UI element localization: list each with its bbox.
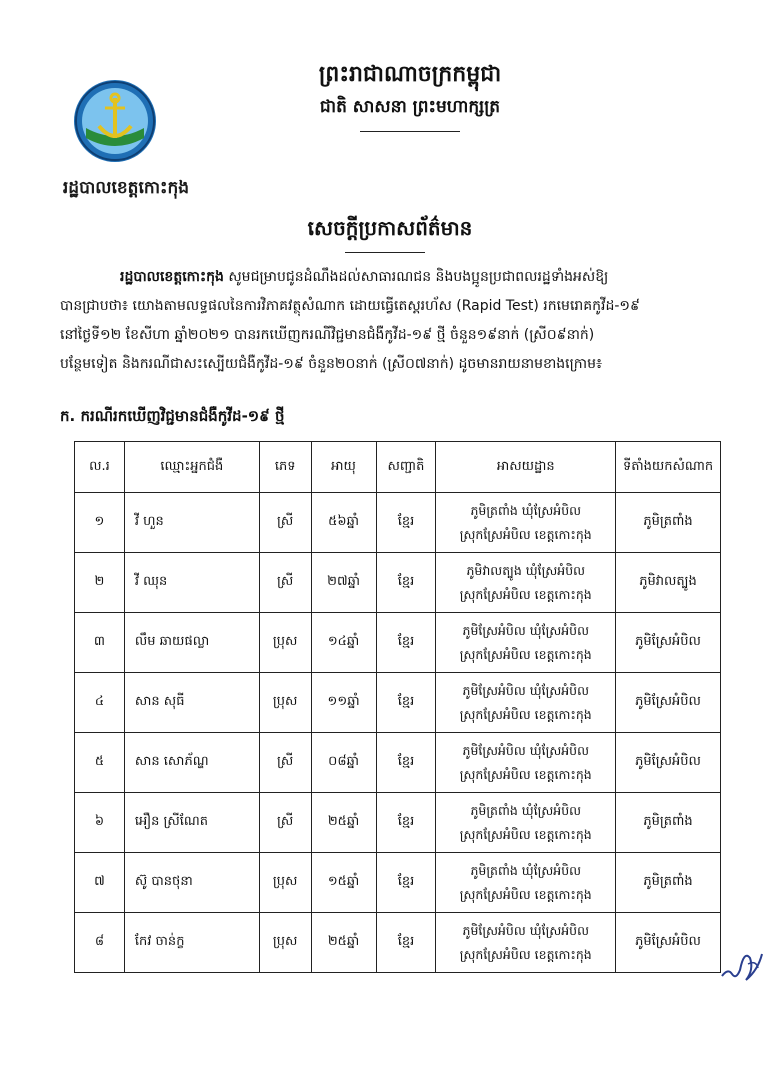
address-line: ស្រុកស្រែអំបិល ខេត្តកោះកុង — [459, 766, 592, 782]
address-line: ស្រុកស្រែអំបិល ខេត្តកោះកុង — [459, 646, 592, 662]
cell-age: ២៥ឆ្នាំ — [311, 793, 376, 853]
cell-name: ស៊ូ បានថុនា — [124, 853, 259, 913]
cell-address — [436, 613, 616, 673]
paragraph-line-2: បានជ្រាបថា៖ យោងតាមលទ្ធផលនៃការវិភាគវត្ថុសំណាក ដោយធ្វើតេស្តរហ័ស (Rapid Test) រកមេរោគកូវីដ-១៩ — [60, 298, 640, 314]
cell-no: ៥ — [75, 733, 125, 793]
cell-nationality: ខ្មែរ — [376, 613, 436, 673]
paragraph-line-4: បន្ថែមទៀត និងករណីជាសះស្បើយជំងឺកូវីដ-១៩ ចំនួន២០នាក់ (ស្រី០៧នាក់) ដូចមានរាយនាមខាងក្រោម៖ — [60, 356, 603, 372]
cell-no: ៤ — [75, 673, 125, 733]
national-motto: ជាតិ សាសនា ព្រះមហាក្សត្រ — [319, 97, 501, 117]
cell-sex: ប្រុស — [259, 613, 311, 673]
cell-sample-site: ភូមិត្រពាំង — [616, 853, 721, 913]
cell-nationality: ខ្មែរ — [376, 553, 436, 613]
section-title: ក. ករណីរកឃើញវិជ្ជមានជំងឺកូវីដ-១៩ ថ្មី — [60, 407, 285, 425]
cell-sex: ប្រុស — [259, 853, 311, 913]
cell-address — [436, 673, 616, 733]
cell-nationality: ខ្មែរ — [376, 913, 436, 973]
header-sample-site: ទីតាំងយកសំណាក — [616, 442, 721, 493]
address-line: ភូមិស្រែអំបិល ឃុំស្រែអំបិល — [462, 922, 590, 938]
cell-sample-site: ភូមិត្រពាំង — [616, 793, 721, 853]
address-line: ភូមិវាលត្បូង ឃុំស្រែអំបិល — [466, 562, 586, 578]
cell-sample-site: ភូមិវាលត្បូង — [616, 553, 721, 613]
cell-name: សាន សុធី — [124, 673, 259, 733]
cell-no: ៦ — [75, 793, 125, 853]
cases-table — [74, 441, 721, 973]
cell-sample-site: ភូមិស្រែអំបិល — [616, 613, 721, 673]
address-line: ស្រុកស្រែអំបិល ខេត្តកោះកុង — [459, 886, 592, 902]
cell-age: ១៥ឆ្នាំ — [311, 853, 376, 913]
cell-no: ១ — [75, 493, 125, 553]
cell-age: ៥៦ឆ្នាំ — [311, 493, 376, 553]
header-nationality: សញ្ជាតិ — [376, 442, 436, 493]
cell-age: ២៥ឆ្នាំ — [311, 913, 376, 973]
cell-address — [436, 793, 616, 853]
header-name: ឈ្មោះអ្នកជំងឺ — [124, 442, 259, 493]
signature-mark — [718, 940, 766, 988]
cell-sex: ស្រី — [259, 493, 311, 553]
header-address: អាសយដ្ឋាន — [436, 442, 616, 493]
address-line: ស្រុកស្រែអំបិល ខេត្តកោះកុង — [459, 706, 592, 722]
cell-address — [436, 913, 616, 973]
announcement-paragraph — [60, 263, 720, 379]
cell-sex: ប្រុស — [259, 913, 311, 973]
cell-no: ៣ — [75, 613, 125, 673]
table-row — [75, 673, 721, 733]
address-line: ស្រុកស្រែអំបិល ខេត្តកោះកុង — [459, 946, 592, 962]
kingdom-title: ព្រះរាជាណាចក្រកម្ពុជា — [318, 62, 502, 87]
cell-nationality: ខ្មែរ — [376, 493, 436, 553]
cell-sample-site: ភូមិស្រែអំបិល — [616, 913, 721, 973]
header-divider — [360, 131, 460, 132]
address-line: ភូមិស្រែអំបិល ឃុំស្រែអំបិល — [462, 742, 590, 758]
header-age: អាយុ — [311, 442, 376, 493]
cell-nationality: ខ្មែរ — [376, 793, 436, 853]
cell-address — [436, 553, 616, 613]
cell-nationality: ខ្មែរ — [376, 673, 436, 733]
address-line: ស្រុកស្រែអំបិល ខេត្តកោះកុង — [459, 826, 592, 842]
document-title: សេចក្តីប្រកាសព័ត៌មាន — [307, 216, 473, 240]
table-row — [75, 553, 721, 613]
address-line: ភូមិត្រពាំង ឃុំស្រែអំបិល — [470, 802, 582, 818]
paragraph-line-1: សូមជម្រាបជូនដំណឹងដល់សាធារណជន និងបងប្អូនប្រជាពលរដ្ឋទាំងអស់ឱ្យ — [223, 269, 609, 285]
table-row — [75, 733, 721, 793]
title-divider — [345, 252, 425, 253]
cell-nationality: ខ្មែរ — [376, 733, 436, 793]
header-no: ល.រ — [75, 442, 125, 493]
table-row — [75, 493, 721, 553]
cell-sample-site: ភូមិត្រពាំង — [616, 493, 721, 553]
table-row — [75, 793, 721, 853]
table-row — [75, 613, 721, 673]
cell-no: ៧ — [75, 853, 125, 913]
address-line: ភូមិត្រពាំង ឃុំស្រែអំបិល — [470, 502, 582, 518]
table-row — [75, 853, 721, 913]
cell-sample-site: ភូមិស្រែអំបិល — [616, 673, 721, 733]
cell-name: វី ឈុន — [124, 553, 259, 613]
address-line: ស្រុកស្រែអំបិល ខេត្តកោះកុង — [459, 526, 592, 542]
provincial-emblem-icon — [72, 78, 158, 164]
cell-address — [436, 733, 616, 793]
table-header-row — [75, 442, 721, 493]
address-line: ភូមិស្រែអំបិល ឃុំស្រែអំបិល — [462, 682, 590, 698]
cell-age: ១១ឆ្នាំ — [311, 673, 376, 733]
cell-sex: ស្រី — [259, 793, 311, 853]
table-row — [75, 913, 721, 973]
org-name-inline: រដ្ឋបាលខេត្តកោះកុង — [120, 269, 224, 285]
cell-name: អឿន ស្រីណែត — [124, 793, 259, 853]
cell-age: ១៤ឆ្នាំ — [311, 613, 376, 673]
org-name: រដ្ឋបាលខេត្តកោះកុង — [62, 178, 190, 198]
cell-nationality: ខ្មែរ — [376, 853, 436, 913]
header-sex: ភេទ — [259, 442, 311, 493]
address-line: ភូមិត្រពាំង ឃុំស្រែអំបិល — [470, 862, 582, 878]
cell-age: ២៧ឆ្នាំ — [311, 553, 376, 613]
cell-name: សាន សោភ័ណ្ឌ — [124, 733, 259, 793]
cell-no: ៨ — [75, 913, 125, 973]
paragraph-line-3: នៅថ្ងៃទី១២ ខែសីហា ឆ្នាំ២០២១ បានរកឃើញករណីវិជ្ជមានជំងឺកូវីដ-១៩ ថ្មី ចំនួន១៩នាក់ (ស្រី០៩នាក់) — [60, 327, 595, 343]
cell-sex: ស្រី — [259, 553, 311, 613]
cell-name: កែវ ចាន់ក្ខ — [124, 913, 259, 973]
cell-name: លឹម ឆាយផល្លា — [124, 613, 259, 673]
cell-sample-site: ភូមិស្រែអំបិល — [616, 733, 721, 793]
cell-sex: ស្រី — [259, 733, 311, 793]
cell-no: ២ — [75, 553, 125, 613]
cell-name: វី ហួន — [124, 493, 259, 553]
cell-age: ០៨ឆ្នាំ — [311, 733, 376, 793]
cell-sex: ប្រុស — [259, 673, 311, 733]
address-line: ស្រុកស្រែអំបិល ខេត្តកោះកុង — [459, 586, 592, 602]
cell-address — [436, 853, 616, 913]
address-line: ភូមិស្រែអំបិល ឃុំស្រែអំបិល — [462, 622, 590, 638]
cell-address — [436, 493, 616, 553]
